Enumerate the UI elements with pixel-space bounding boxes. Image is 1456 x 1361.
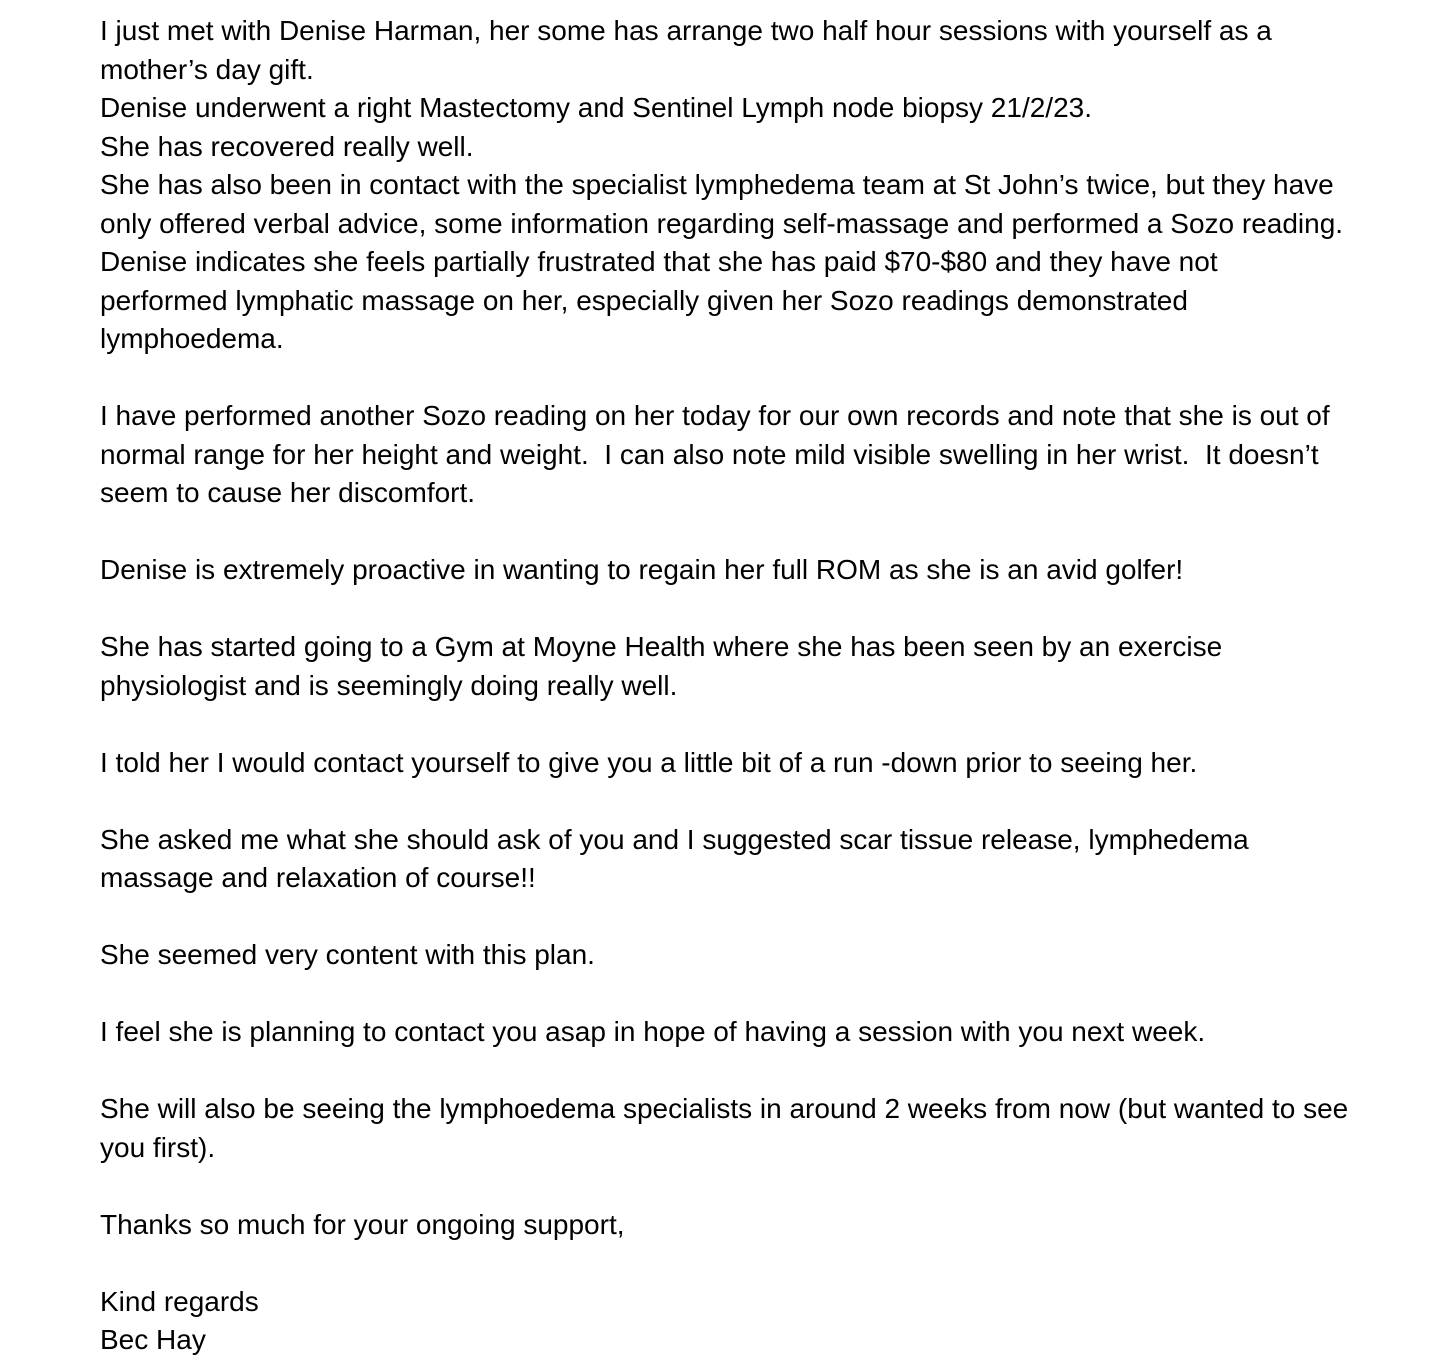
- text-line: you first).: [100, 1131, 216, 1163]
- text-line: only offered verbal advice, some information regarding self-massage and performed a Sozo reading.: [100, 207, 1344, 239]
- text-line: Denise indicates she feels partially frustrated that she has paid $70-$80 and they have not: [100, 246, 1218, 277]
- text-line: I told her I would contact yourself to give you a little bit of a run -down prior to seeing her.: [100, 746, 1198, 778]
- paragraph: [100, 397, 1400, 513]
- text-line: massage and relaxation of course!!: [100, 862, 536, 893]
- paragraph: [100, 551, 1400, 590]
- text-line: lymphoedema.: [100, 323, 284, 354]
- text-line: Denise is extremely proactive in wanting to regain her full ROM as she is an avid golfer!: [100, 554, 1184, 585]
- text-line: She seemed very content with this plan.: [100, 939, 595, 970]
- paragraph: [100, 628, 1400, 705]
- text-line: She asked me what she should ask of you and I suggested scar tissue release, lymphedema: [100, 823, 1249, 855]
- text-line: She has started going to a Gym at Moyne Health where she has been seen by an exercise: [100, 631, 1223, 662]
- paragraph: [100, 936, 1400, 975]
- paragraph: [100, 1283, 1400, 1360]
- text-line: mother’s day gift.: [100, 53, 314, 85]
- text-line: I feel she is planning to contact you asap in hope of having a session with you next week.: [100, 1016, 1206, 1047]
- text-line: I have performed another Sozo reading on her today for our own records and note that she is out of: [100, 400, 1330, 431]
- text-line: She has recovered really well.: [100, 130, 474, 162]
- paragraph: [100, 821, 1400, 898]
- paragraph: [100, 1013, 1400, 1052]
- paragraph: [100, 744, 1400, 783]
- text-line: seem to cause her discomfort.: [100, 477, 476, 508]
- document-body: [100, 12, 1400, 1360]
- text-line: performed lymphatic massage on her, especially given her Sozo readings demonstrated: [100, 284, 1188, 316]
- text-line: Bec Hay: [100, 1324, 206, 1355]
- text-line: She has also been in contact with the specialist lymphedema team at St John’s twice, but they have: [100, 169, 1334, 200]
- paragraph: [100, 1206, 1400, 1245]
- text-line: Thanks so much for your ongoing support,: [100, 1208, 625, 1240]
- text-line: I just met with Denise Harman, her some has arrange two half hour sessions with yourself as a: [100, 15, 1272, 46]
- text-line: She will also be seeing the lymphoedema specialists in around 2 weeks from now (but wanted to see: [100, 1093, 1349, 1124]
- text-line: physiologist and is seemingly doing really well.: [100, 669, 678, 701]
- text-line: Denise underwent a right Mastectomy and Sentinel Lymph node biopsy 21/2/23.: [100, 92, 1093, 123]
- paragraph: [100, 12, 1400, 359]
- text-line: normal range for her height and weight. I can also note mild visible swelling in her wrist. It doesn’t: [100, 438, 1319, 470]
- paragraph: [100, 1090, 1400, 1167]
- text-line: Kind regards: [100, 1285, 259, 1317]
